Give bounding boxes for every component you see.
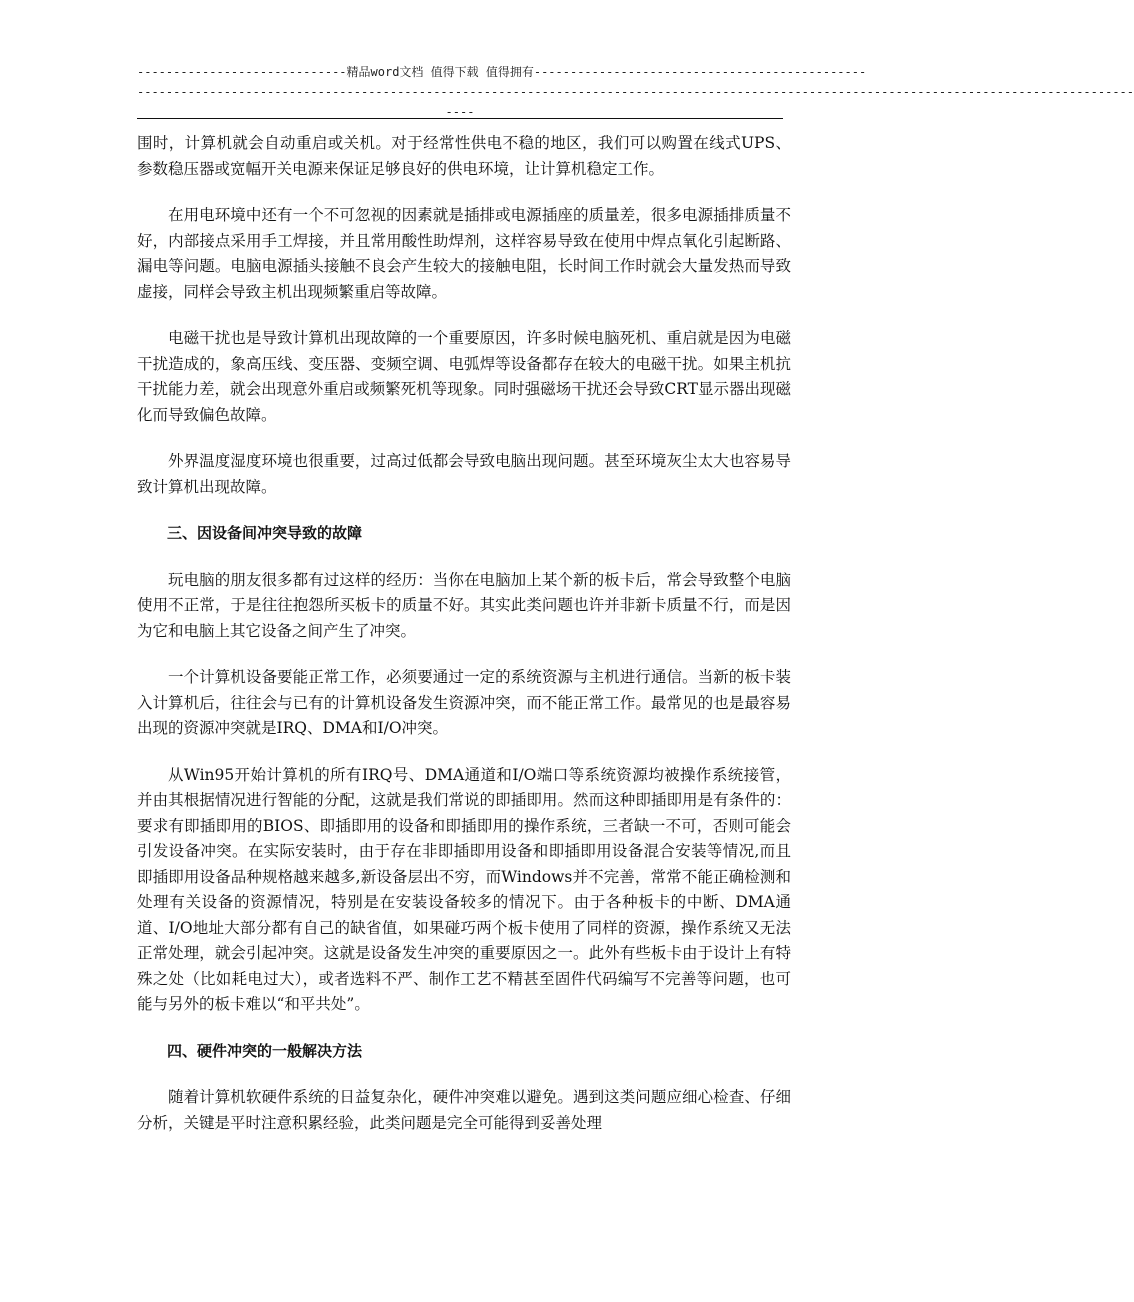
paragraph-plug-and-play: 从Win95开始计算机的所有IRQ号、DMA通道和I/O端口等系统资源均被操作系统接管，并由其根据情况进行智能的分配，这就是我们常说的即插即用。然而这种即插即用是有条件的：要求有即插即用的BIOS、即插即用的设备和即插即用的操作系统，三者缺一不可，否则可能会引发设备冲突。在实际安装时，由于存在非即插即用设备和即插即用设备混合安装等情况,而且即插即用设备品种规格越来越多,新设备层出不穷，而Windows并不完善，常常不能正确检测和处理有关设备的资源情况，特别是在安装设备较多的情况下。由于各种板卡的中断、DMA通道、I/O地址大部分都有自己的缺省值，如果碰巧两个板卡使用了同样的资源，操作系统又无法正常处理，就会引起冲突。这就是设备发生冲突的重要原因之一。此外有些板卡由于设计上有特殊之处（比如耗电过大），或者选料不严、制作工艺不精甚至固件代码编写不完善等问题，也可能与另外的板卡难以“和平共处”。 [137, 765, 791, 1013]
header-dash-line: ------------------------------------------------------------------------------------------------------------------------------------------ [137, 85, 1134, 99]
document-body [137, 131, 791, 1157]
paragraph-environment: 外界温度湿度环境也很重要，过高过低都会导致电脑出现问题。甚至环境灰尘太大也容易导致计算机出现故障。 [137, 452, 791, 496]
paragraph-new-card-experience: 玩电脑的朋友很多都有过这样的经历：当你在电脑加上某个新的板卡后，常会导致整个电脑使用不正常，于是往往抱怨所买板卡的质量不好。其实此类问题也许并非新卡质量不行，而是因为它和电脑上其它设备之间产生了冲突。 [137, 570, 791, 640]
section-heading-device-conflict: 三、因设备间冲突导致的故障 [167, 524, 363, 542]
header-banner-line: -----------------------------精品word文档 值得下载 值得拥有---------------------------------------------- [137, 65, 867, 79]
header-dash-tail: ---- [445, 105, 475, 119]
paragraph-electromagnetic-interference: 电磁干扰也是导致计算机出现故障的一个重要原因，许多时候电脑死机、重启就是因为电磁干扰造成的，象高压线、变压器、变频空调、电弧焊等设备都存在较大的电磁干扰。如果主机抗干扰能力差，就会出现意外重启或频繁死机等现象。同时强磁场干扰还会导致CRT显示器出现磁化而导致偏色故障。 [137, 329, 791, 424]
header-rule [137, 118, 783, 119]
paragraph-power-strip: 在用电环境中还有一个不可忽视的因素就是插排或电源插座的质量差，很多电源插排质量不好，内部接点采用手工焊接，并且常用酸性助焊剂，这样容易导致在使用中焊点氧化引起断路、漏电等问题。电脑电源插头接触不良会产生较大的接触电阻，长时间工作时就会大量发热而导致虚接，同样会导致主机出现频繁重启等故障。 [137, 206, 791, 301]
paragraph-power-supply-continued: 围时，计算机就会自动重启或关机。对于经常性供电不稳的地区，我们可以购置在线式UPS、参数稳压器或宽幅开关电源来保证足够良好的供电环境，让计算机稳定工作。 [137, 134, 791, 178]
paragraph-system-resources: 一个计算机设备要能正常工作，必须要通过一定的系统资源与主机进行通信。当新的板卡装入计算机后，往往会与已有的计算机设备发生资源冲突，而不能正常工作。最常见的也是最容易出现的资源冲突就是IRQ、DMA和I/O冲突。 [137, 668, 791, 737]
page-header [137, 62, 1134, 122]
section-heading-conflict-solutions: 四、硬件冲突的一般解决方法 [167, 1041, 363, 1060]
paragraph-solutions-intro: 随着计算机软硬件系统的日益复杂化，硬件冲突难以避免。遇到这类问题应细心检查、仔细分析，关键是平时注意积累经验，此类问题是完全可能得到妥善处理 [137, 1088, 791, 1132]
